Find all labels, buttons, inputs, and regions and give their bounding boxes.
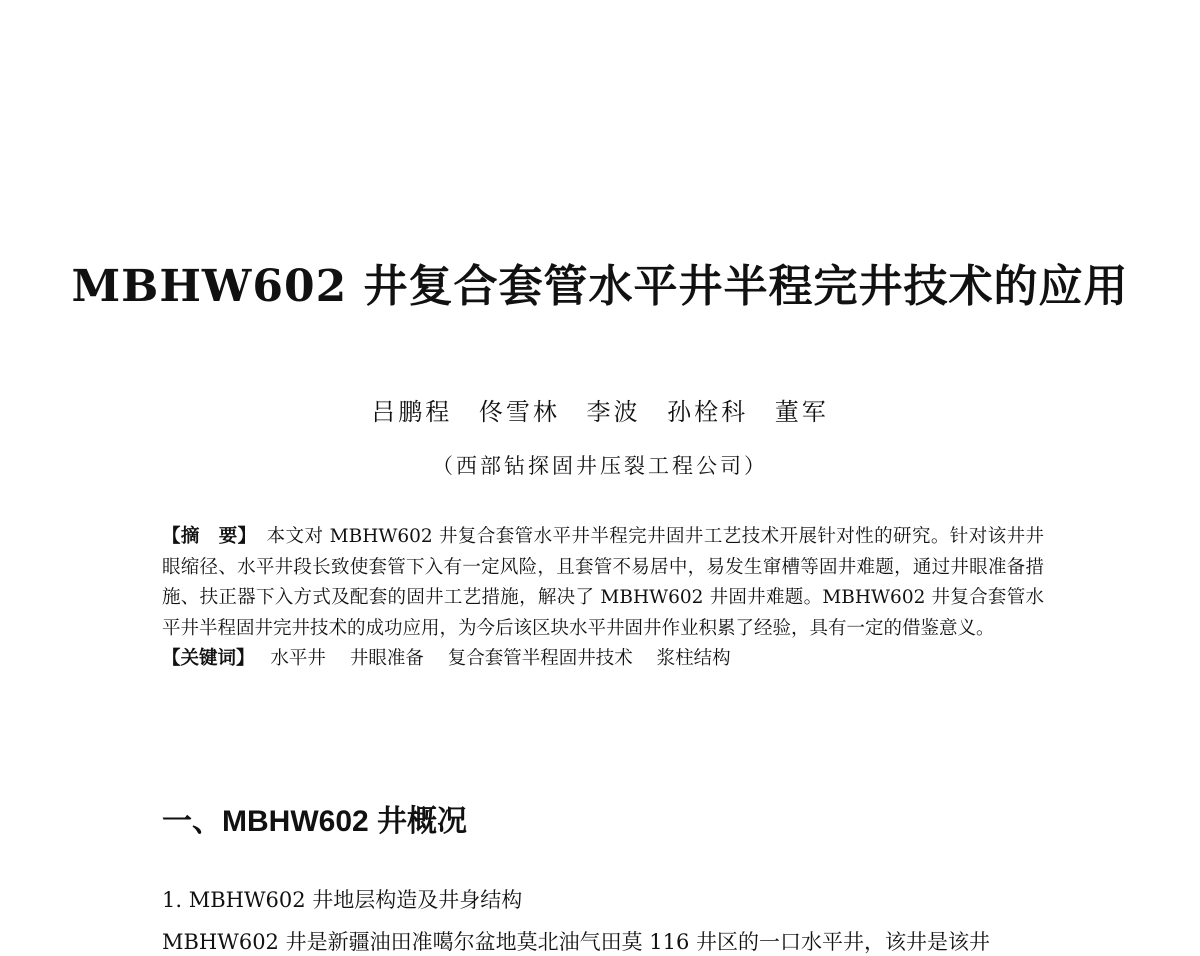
keywords-line [162, 644, 1044, 675]
author-name: 吕鹏程 [371, 398, 453, 426]
keyword: 井眼准备 [349, 648, 424, 669]
section-heading: 一、MBHW602 井概况 [162, 805, 468, 838]
abstract-block [162, 522, 1044, 675]
abstract-text: 本文对 MBHW602 井复合套管水平井半程完井固井工艺技术开展针对性的研究。针对该井井眼缩径、水平井段长致使套管下入有一定风险，且套管不易居中，易发生窜槽等固井难题，通过井眼准备措施、扶正器下入方式及配套的固井工艺措施，解决了 MBHW602 井固井难题。MBHW602 井复合套管水平井半程固井完井技术的成功应用，为今后该区块水平井固井作业积累了经验，具有一定的借鉴意义。 [162, 526, 1044, 639]
abstract-label: 【摘 要】 [162, 526, 257, 547]
author-name: 佟雪林 [478, 398, 560, 426]
author-name: 董军 [774, 398, 829, 426]
affiliation: （西部钻探固井压裂工程公司） [432, 454, 768, 478]
author-name: 孙栓科 [667, 398, 749, 426]
author-name: 李波 [586, 398, 641, 426]
keyword: 复合套管半程固井技术 [447, 648, 633, 669]
subsection-heading: 1. MBHW602 井地层构造及井身结构 [162, 888, 523, 912]
paper-title: MBHW602 井复合套管水平井半程完井技术的应用 [71, 261, 1129, 312]
body-text: MBHW602 井是新疆油田准噶尔盆地莫北油气田莫 116 井区的一口水平井，该井是该井 [162, 930, 991, 954]
keyword: 浆柱结构 [656, 648, 731, 669]
abstract-paragraph [162, 522, 1044, 644]
keyword: 水平井 [270, 648, 326, 669]
author-list [0, 392, 1200, 427]
keywords-label: 【关键词】 [162, 648, 255, 669]
